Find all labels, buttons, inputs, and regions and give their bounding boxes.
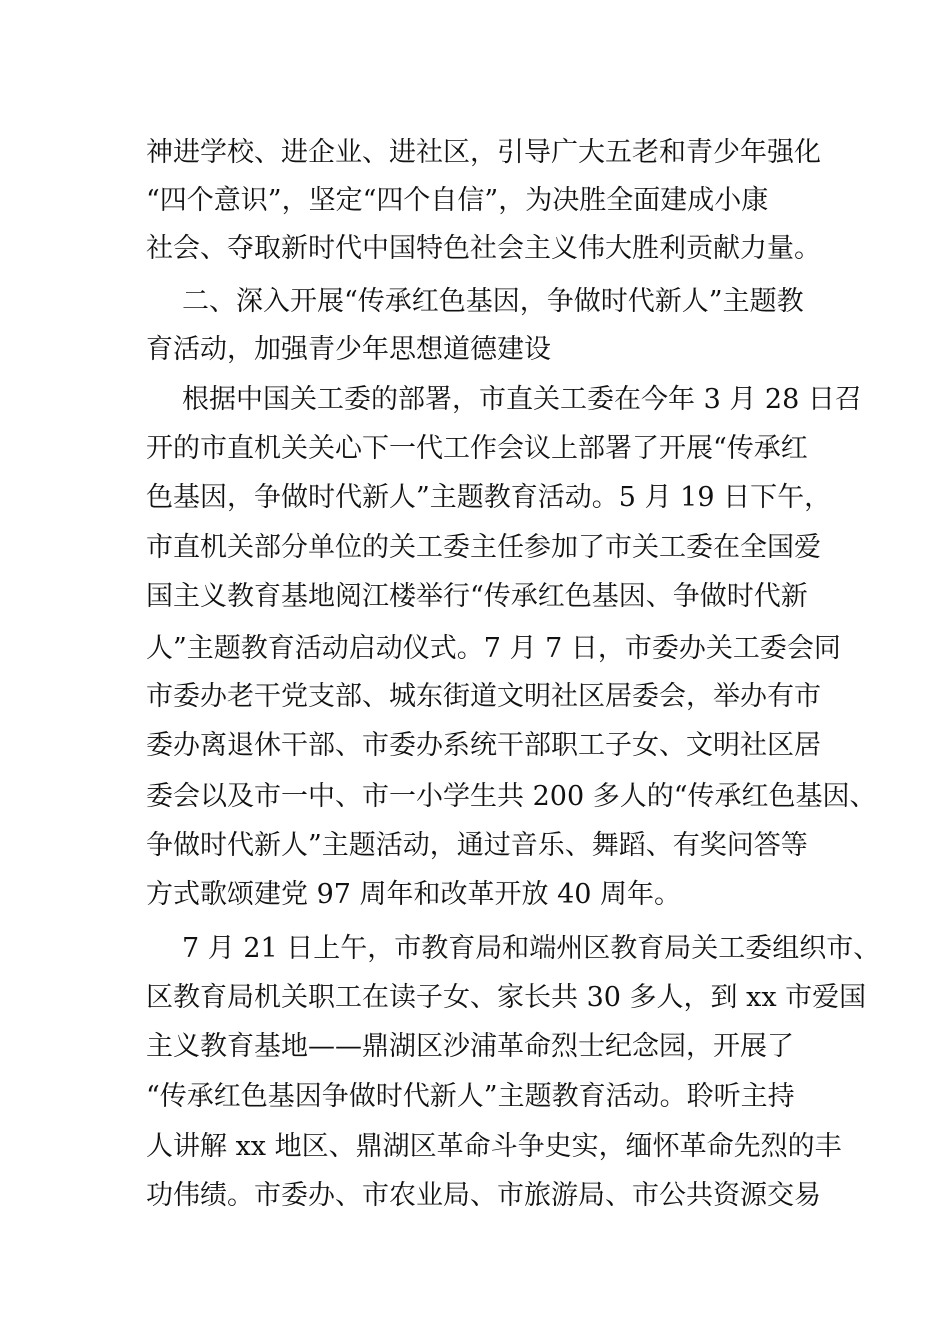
text-line: 委办离退休干部、市委办系统干部职工子女、文明社区居 <box>146 730 821 761</box>
text-line: 国主义教育基地阅江楼举行“传承红色基因、争做时代新 <box>146 581 808 612</box>
text-line: 市委办老干党支部、城东街道文明社区居委会，举办有市 <box>146 681 821 712</box>
text-line: 区教育局机关职工在读子女、家长共 30 多人，到 xx 市爱国 <box>146 982 867 1013</box>
text-line: 人讲解 xx 地区、鼎湖区革命斗争史实，缅怀革命先烈的丰 <box>146 1131 842 1162</box>
text-line: 委会以及市一中、市一小学生共 200 多人的“传承红色基因、 <box>146 781 877 812</box>
text-line: 根据中国关工委的部署，市直关工委在今年 3 月 28 日召 <box>182 384 862 415</box>
text-line: 7 月 21 日上午，市教育局和端州区教育局关工委组织市、 <box>182 933 881 964</box>
text-line: 社会、夺取新时代中国特色社会主义伟大胜利贡献力量。 <box>146 233 821 264</box>
text-line: 主义教育基地——鼎湖区沙浦革命烈士纪念园，开展了 <box>146 1031 794 1062</box>
section-heading-line: 二、深入开展“传承红色基因，争做时代新人”主题教 <box>182 286 804 317</box>
text-line: “传承红色基因争做时代新人”主题教育活动。聆听主持 <box>146 1081 795 1112</box>
text-line: 色基因，争做时代新人”主题教育活动。5 月 19 日下午， <box>146 482 832 513</box>
text-line: 市直机关部分单位的关工委主任参加了市关工委在全国爱 <box>146 532 821 563</box>
text-line: 争做时代新人”主题活动，通过音乐、舞蹈、有奖问答等 <box>146 830 808 861</box>
text-line: 神进学校、进企业、进社区，引导广大五老和青少年强化 <box>146 137 821 168</box>
section-heading-line: 育活动，加强青少年思想道德建设 <box>146 334 551 365</box>
text-line: 开的市直机关关心下一代工作会议上部署了开展“传承红 <box>146 433 808 464</box>
text-line: 方式歌颂建党 97 周年和改革开放 40 周年。 <box>146 879 682 910</box>
text-line: “四个意识”，坚定“四个自信”，为决胜全面建成小康 <box>146 185 769 216</box>
text-line: 功伟绩。市委办、市农业局、市旅游局、市公共资源交易 <box>146 1180 821 1211</box>
text-line: 人”主题教育活动启动仪式。7 月 7 日，市委办关工委会同 <box>146 633 841 664</box>
